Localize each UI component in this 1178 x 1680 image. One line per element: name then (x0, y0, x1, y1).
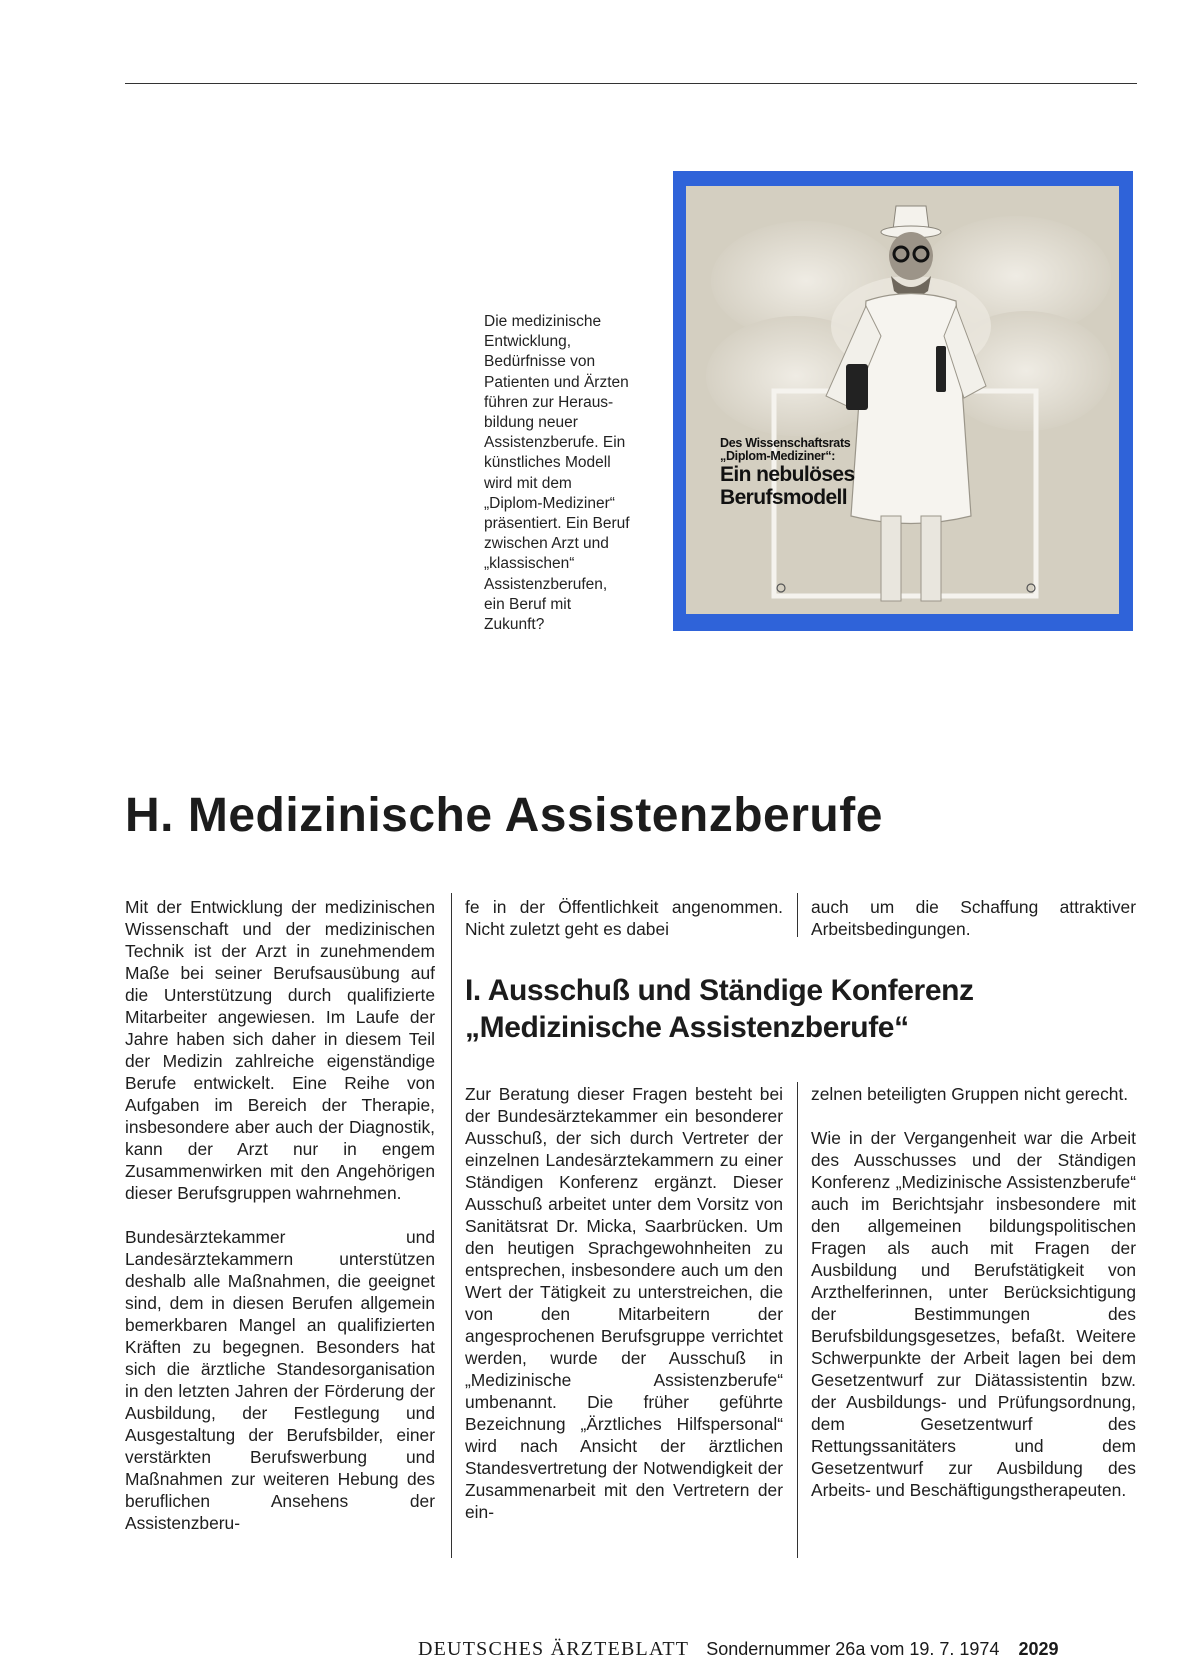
caption-line: Patienten und Ärzten (484, 373, 629, 391)
subsection-title (465, 972, 974, 1046)
caption-line: bildung neuer (484, 414, 578, 432)
figure-photo-frame (673, 171, 1133, 631)
photo-overlay-text (720, 437, 855, 509)
body-column-2-bottom (465, 1083, 783, 1523)
subsection-title-line: I. Ausschuß und Ständige Konferenz (465, 974, 974, 1007)
caption-line: Assistenzberufe. Ein (484, 434, 626, 452)
caption-line: ein Beruf mit (484, 595, 572, 613)
caption-line: führen zur Heraus- (484, 393, 614, 411)
page-number: 2029 (1018, 1639, 1059, 1659)
top-rule (125, 83, 1137, 84)
caption-line: Entwicklung, (484, 333, 572, 351)
photo-overlay-headline: Berufsmodell (720, 486, 847, 509)
section-title: H. Medizinische Assistenzberufe (125, 789, 883, 842)
photo-overlay-headline: Ein nebulöses (720, 463, 855, 486)
caption-line: „Diplom-Mediziner“ (484, 494, 615, 512)
paragraph: Mit der Entwicklung der medizinischen Wissenschaft und der medizinischen Technik ist der Arzt in zunehmendem Maße bei seiner Berufsausübung auf die Unterstützung durch qualifizierte Mitarbeiter angewiesen. Im Laufe der Jahre haben sich daher in diesem Teil der Medizin zahlreiche eigenständige Berufe entwickelt. Eine Reihe von Aufgaben im Bereich der Therapie, insbesondere aber auch der Diagnostik, kann der Arzt nur in engem Zusammenwirken mit den Angehörigen dieser Berufsgruppen wahrnehmen. (125, 897, 435, 1203)
photo-overlay-line: „Diplom-Mediziner“: (720, 449, 836, 463)
paragraph: Wie in der Vergangenheit war die Arbeit des Ausschusses und der Ständigen Konferenz „Medizinische Assistenzberufe“ auch im Berichtsjahr insbesondere mit den allgemeinen bildungspolitischen Fragen als auch mit Fragen der Ausbildung und Berufstätigkeit von Arzthelferinnen, unter Berücksichtigung der Bestimmungen des Berufsbildungsgesetzes, befaßt. Weitere Schwerpunkte der Arbeit lagen bei dem Gesetzentwurf zur Diätassistentin bzw. der Ausbildungs- und Prüfungsordnung, dem Gesetzentwurf des Rettungssanitäters und dem Gesetzentwurf zur Ausbildung des Arbeits- und Beschäftigungstherapeuten. (811, 1128, 1136, 1500)
body-column-2-top (465, 896, 783, 940)
doctor-illustration-icon (686, 186, 1119, 614)
figure-photo (686, 186, 1119, 614)
caption-line: Assistenzberufen, (484, 575, 608, 593)
caption-line: Bedürfnisse von (484, 353, 596, 371)
column-rule (451, 893, 452, 1558)
figure-caption (484, 312, 664, 635)
paragraph: Zur Beratung dieser Fragen besteht bei der Bundesärztekammer ein besonderer Ausschuß, der sich durch Vertreter der einzelnen Landesärztekammern zu einer Ständigen Konferenz ergänzt. Dieser Ausschuß arbeitet unter dem Vorsitz von Sanitätsrat Dr. Micka, Saarbrücken. Um den heutigen Sprachgewohnheiten zu entsprechen, insbesondere auch um den Wert der Tätigkeit zu unterstreichen, die von den Mitarbeitern der angesprochenen Berufsgruppe verrichtet werden, wurde der Ausschuß in „Medizinische Assistenzberufe“ umbenannt. Die früher geführte Bezeichnung „Ärztliches Hilfspersonal“ wird nach Ansicht der ärztlichen Standesvertretung der Notwendigkeit der Zusammenarbeit mit den Vertretern der ein- (465, 1084, 783, 1522)
subsection-title-line: „Medizinische Assistenzberufe“ (465, 1011, 909, 1044)
paragraph: zelnen beteiligten Gruppen nicht gerecht. (811, 1084, 1129, 1104)
column-rule (797, 1082, 798, 1558)
photo-overlay-line: Des Wissenschaftsrats (720, 436, 851, 450)
issue-info: Sondernummer 26a vom 19. 7. 1974 (706, 1639, 1000, 1659)
caption-line: „klassischen“ (484, 555, 575, 573)
body-column-1 (125, 896, 435, 1534)
body-column-3-bottom (811, 1083, 1136, 1501)
body-column-3-top (811, 896, 1136, 940)
caption-line: Die medizinische (484, 313, 602, 330)
paragraph: Bundesärztekammer und Landesärztekammern unterstützen deshalb alle Maßnahmen, die geeignet sind, dem in diesen Berufen allgemein bemerkbaren Mangel an qualifizierten Kräften zu begegnen. Besonders hat sich die ärztliche Standesorganisation in den letzten Jahren der Förderung der Ausbildung, der Festlegung und Ausgestaltung der Berufsbilder, einer verstärkten Berufswerbung und Maßnahmen zur weiteren Hebung des beruflichen Ansehens der Assistenzberu- (125, 1227, 435, 1533)
caption-line: künstliches Modell (484, 454, 611, 472)
paragraph: auch um die Schaffung attraktiver Arbeitsbedingungen. (811, 897, 1136, 939)
caption-line: wird mit dem (484, 474, 572, 492)
caption-line: Zukunft? (484, 616, 545, 634)
caption-line: zwischen Arzt und (484, 535, 609, 553)
page-footer (418, 1638, 1058, 1661)
journal-name: DEUTSCHES ÄRZTEBLATT (418, 1638, 690, 1660)
paragraph: fe in der Öffentlichkeit angenommen. Nicht zuletzt geht es dabei (465, 897, 783, 939)
column-rule (797, 893, 798, 937)
caption-line: präsentiert. Ein Beruf (484, 515, 630, 533)
